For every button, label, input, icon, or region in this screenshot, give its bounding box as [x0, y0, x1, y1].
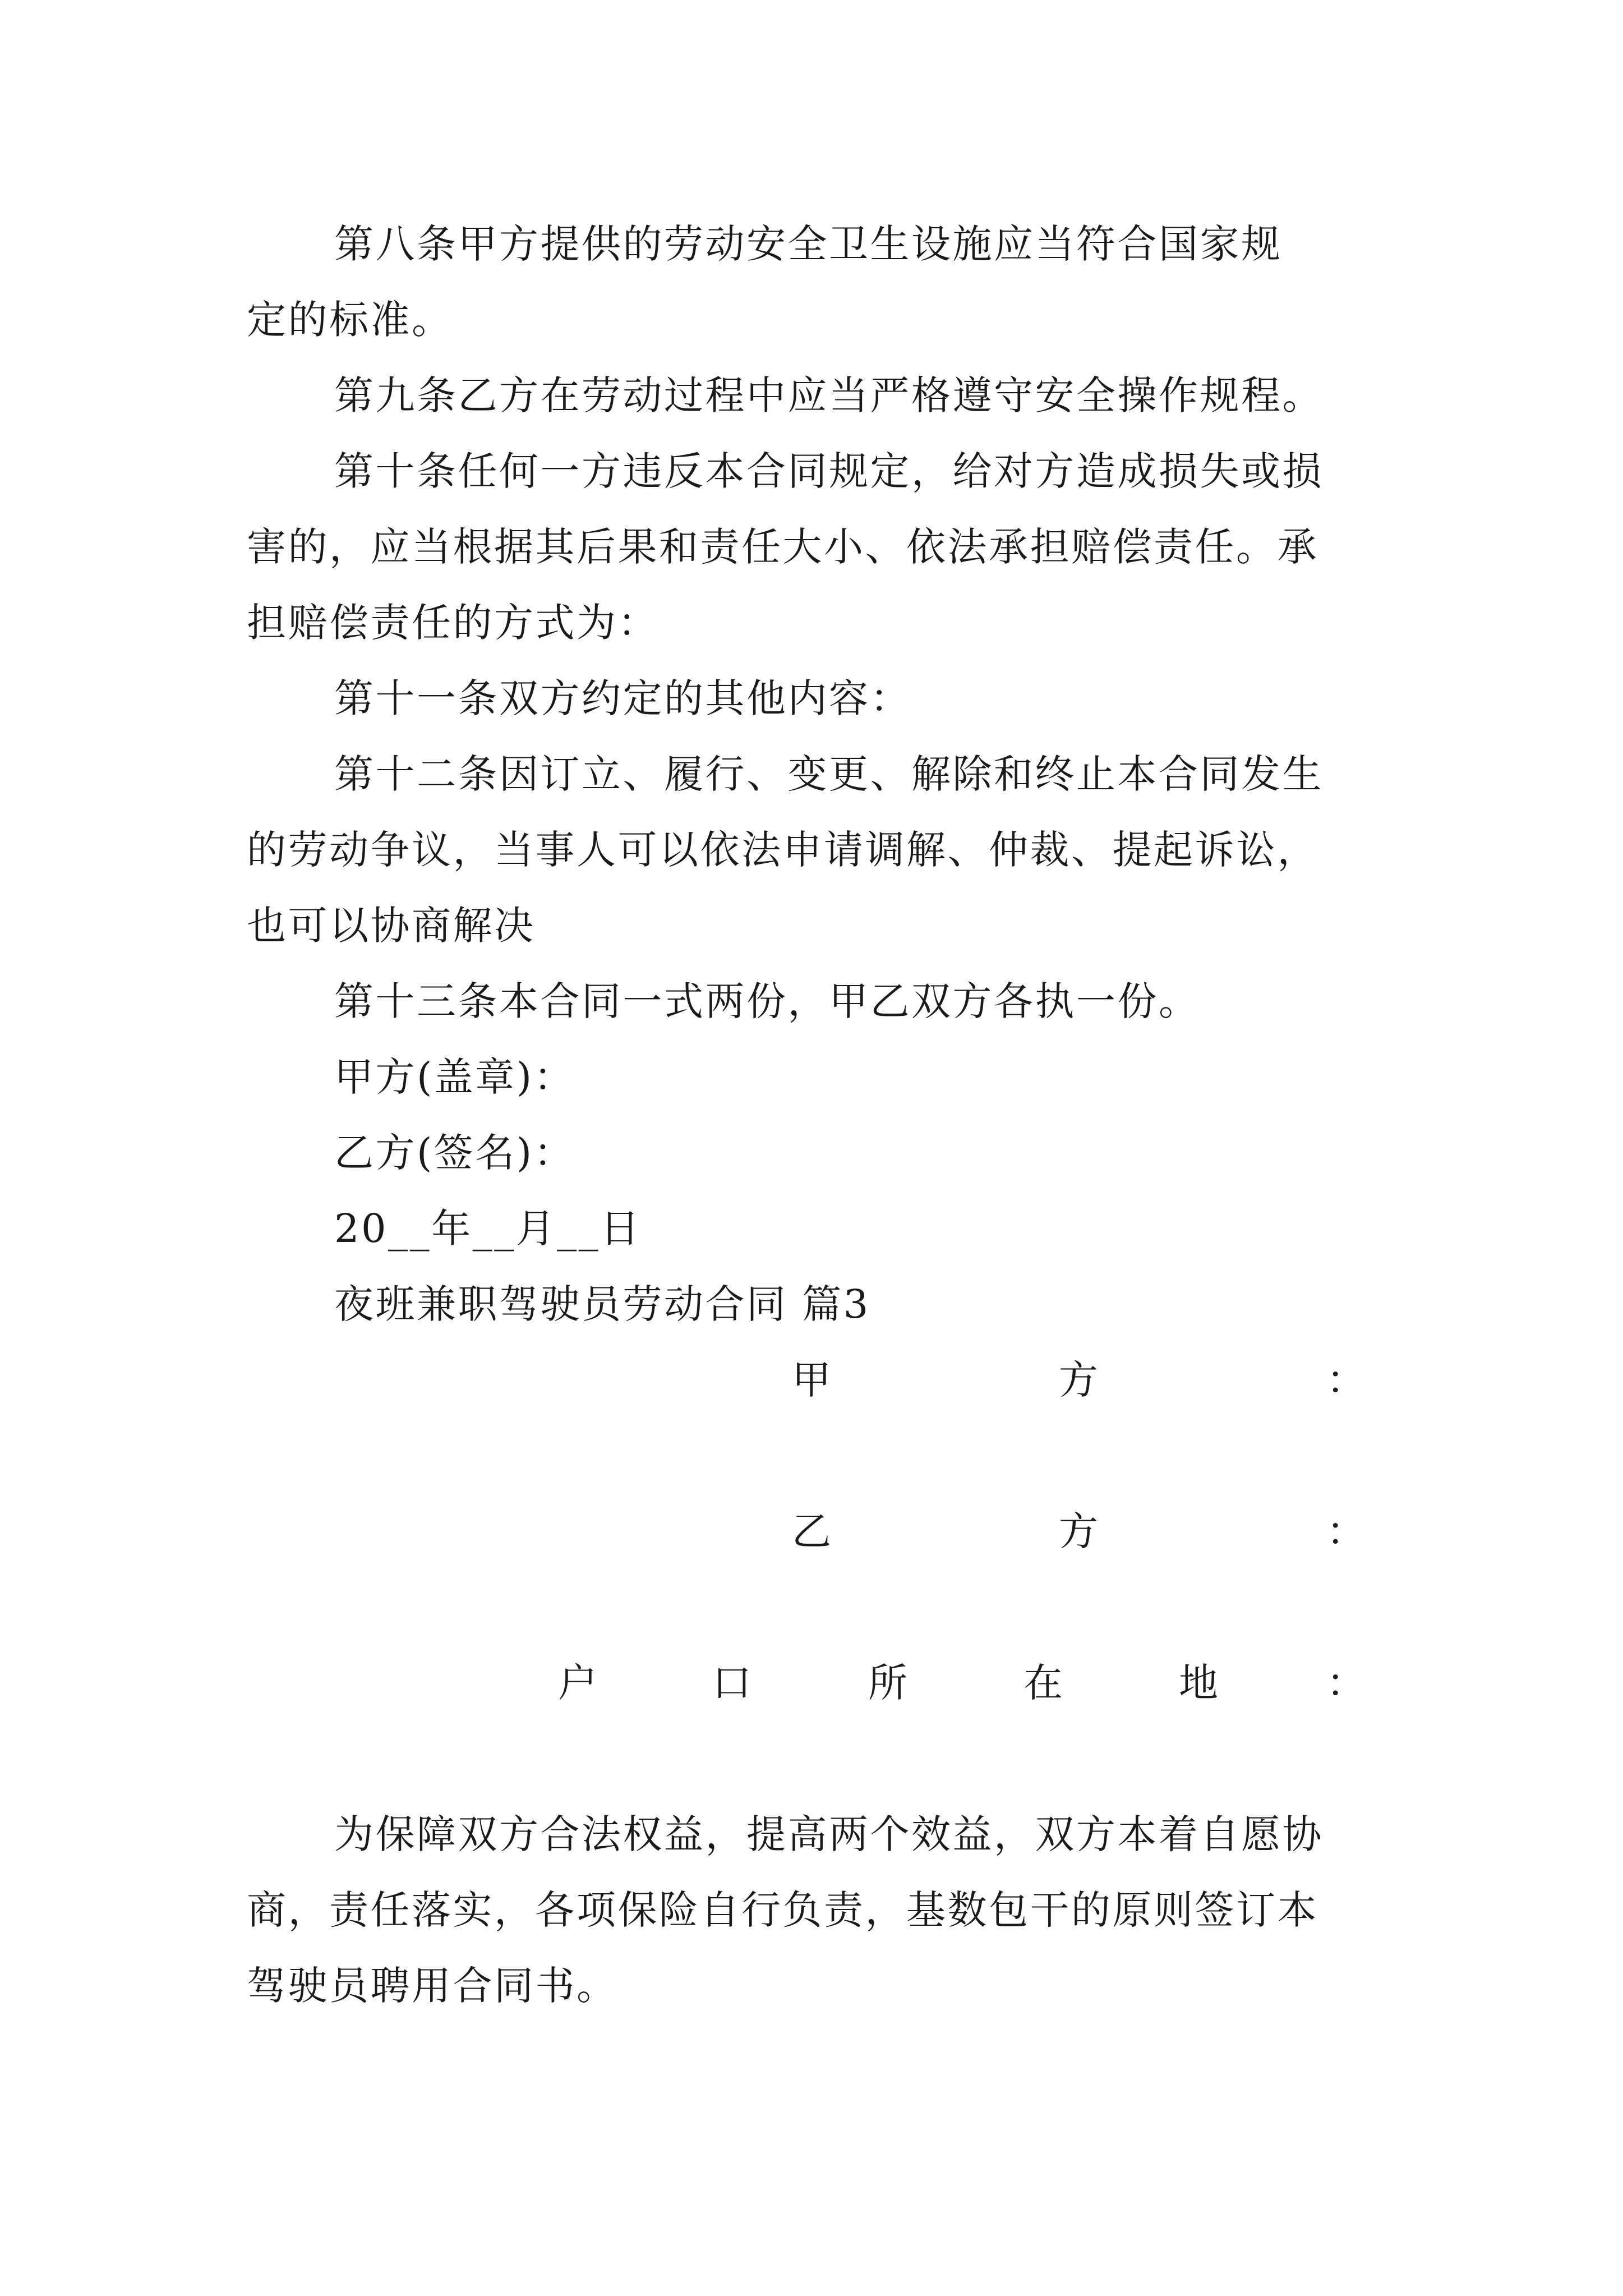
party-b-field [0, 1509, 1623, 1554]
article-10-line-1: 第十条任何一方违反本合同规定，给对方造成损失或损 [334, 448, 1324, 494]
date-line: 20__年__月__日 [334, 1205, 642, 1251]
residence-colon: ： [1326, 1660, 1366, 1706]
article-13-line-1: 第十三条本合同一式两份，甲乙双方各执一份。 [334, 978, 1200, 1024]
article-12-line-3: 也可以协商解决 [247, 903, 536, 949]
residence-char-5: 地 [1179, 1660, 1218, 1706]
residence-char-3: 所 [868, 1660, 907, 1706]
section-title: 夜班兼职驾驶员劳动合同 篇3 [334, 1281, 870, 1327]
residence-char-4: 在 [1023, 1660, 1063, 1706]
party-b-colon: ： [1326, 1508, 1366, 1554]
article-10-line-3: 担赔偿责任的方式为： [247, 600, 659, 646]
residence-char-1: 户 [558, 1660, 597, 1706]
residence-field [0, 1660, 1623, 1705]
intro-line-1: 为保障双方合法权益，提高两个效益，双方本着自愿协 [334, 1811, 1324, 1857]
residence-char-2: 口 [712, 1660, 751, 1706]
article-8-line-2: 定的标准。 [247, 297, 453, 343]
party-a-char-2: 方 [1059, 1357, 1098, 1403]
party-a-field [0, 1358, 1623, 1402]
party-b-signature-label: 乙方(签名)： [334, 1130, 575, 1176]
article-11-line-1: 第十一条双方约定的其他内容： [334, 675, 911, 721]
article-9-line-1: 第九条乙方在劳动过程中应当严格遵守安全操作规程。 [334, 372, 1324, 418]
party-b-char-2: 方 [1059, 1508, 1098, 1554]
party-a-char-1: 甲 [792, 1357, 831, 1403]
party-a-seal-label: 甲方(盖章)： [334, 1054, 575, 1100]
article-10-line-2: 害的，应当根据其后果和责任大小、依法承担赔偿责任。承 [247, 524, 1318, 570]
party-a-colon: ： [1326, 1357, 1366, 1403]
intro-line-2: 商，责任落实，各项保险自行负责，基数包干的原则签订本 [247, 1887, 1318, 1933]
party-b-char-1: 乙 [792, 1508, 831, 1554]
article-12-line-1: 第十二条因订立、履行、变更、解除和终止本合同发生 [334, 751, 1324, 797]
intro-line-3: 驾驶员聘用合同书。 [247, 1963, 618, 2009]
article-12-line-2: 的劳动争议，当事人可以依法申请调解、仲裁、提起诉讼， [247, 827, 1318, 873]
article-8-line-1: 第八条甲方提供的劳动安全卫生设施应当符合国家规 [334, 221, 1283, 267]
